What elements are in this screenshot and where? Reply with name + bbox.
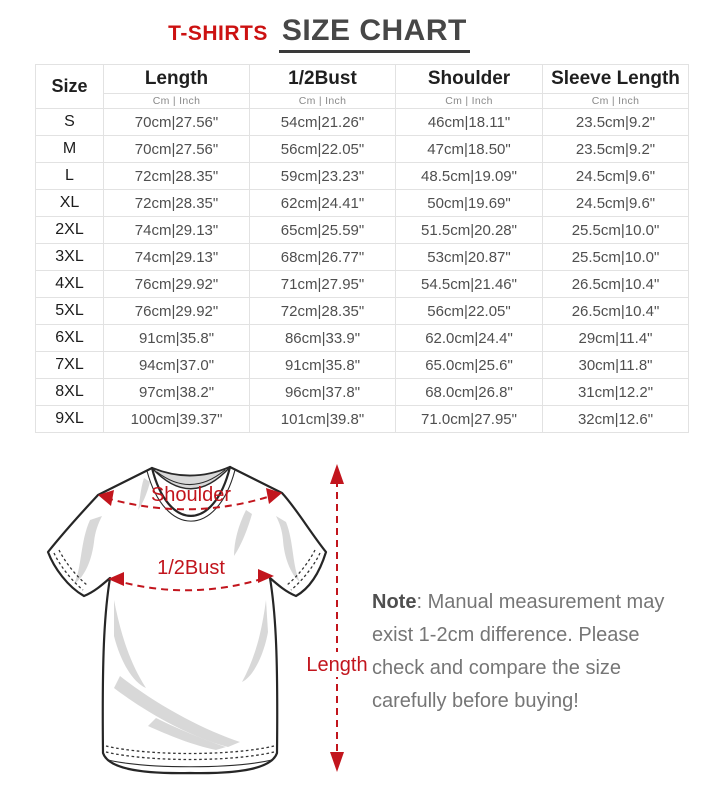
note-text: : Manual measurement may exist 1-2cm difference. Please check and compare the size carefully before buying! xyxy=(372,591,665,712)
measurement-cell: 68.0cm|26.8" xyxy=(396,379,543,406)
measurement-cell: 32cm|12.6" xyxy=(543,406,689,433)
measurement-cell: 70cm|27.56" xyxy=(104,136,250,163)
table-row xyxy=(36,163,689,190)
measurement-cell: 72cm|28.35" xyxy=(104,163,250,190)
measurement-cell: 72cm|28.35" xyxy=(250,298,396,325)
table-row xyxy=(36,136,689,163)
unit-subheader: Cm | Inch xyxy=(250,94,396,109)
measurement-cell: 56cm|22.05" xyxy=(396,298,543,325)
measurement-cell: 56cm|22.05" xyxy=(250,136,396,163)
size-cell: 8XL xyxy=(36,379,104,406)
size-table-body xyxy=(36,109,689,433)
measurement-cell: 68cm|26.77" xyxy=(250,244,396,271)
col-header-length: Length xyxy=(104,65,250,94)
measurement-cell: 46cm|18.11" xyxy=(396,109,543,136)
measurement-cell: 26.5cm|10.4" xyxy=(543,271,689,298)
unit-subheader: Cm | Inch xyxy=(543,94,689,109)
size-cell: XL xyxy=(36,190,104,217)
measurement-cell: 29cm|11.4" xyxy=(543,325,689,352)
tshirts-tag: T-SHIRTS xyxy=(168,22,268,45)
unit-subheader: Cm | Inch xyxy=(104,94,250,109)
column-header-row xyxy=(36,65,689,94)
table-row xyxy=(36,190,689,217)
measurement-cell: 94cm|37.0" xyxy=(104,352,250,379)
measurement-cell: 101cm|39.8" xyxy=(250,406,396,433)
measurement-cell: 100cm|39.37" xyxy=(104,406,250,433)
measurement-cell: 47cm|18.50" xyxy=(396,136,543,163)
measurement-cell: 91cm|35.8" xyxy=(250,352,396,379)
measurement-cell: 53cm|20.87" xyxy=(396,244,543,271)
measurement-note xyxy=(372,586,682,718)
measurement-cell: 25.5cm|10.0" xyxy=(543,217,689,244)
measurement-cell: 62.0cm|24.4" xyxy=(396,325,543,352)
measurement-cell: 71.0cm|27.95" xyxy=(396,406,543,433)
measurement-cell: 50cm|19.69" xyxy=(396,190,543,217)
measurement-cell: 51.5cm|20.28" xyxy=(396,217,543,244)
measurement-cell: 65cm|25.59" xyxy=(250,217,396,244)
measurement-cell: 23.5cm|9.2" xyxy=(543,136,689,163)
table-row xyxy=(36,325,689,352)
col-header-half-bust: 1/2Bust xyxy=(250,65,396,94)
page-header xyxy=(0,14,679,53)
measurement-cell: 48.5cm|19.09" xyxy=(396,163,543,190)
col-header-sleeve-length: Sleeve Length xyxy=(543,65,689,94)
size-cell: 9XL xyxy=(36,406,104,433)
measurement-cell: 25.5cm|10.0" xyxy=(543,244,689,271)
size-cell: 3XL xyxy=(36,244,104,271)
half-bust-label: 1/2Bust xyxy=(157,557,225,579)
table-row xyxy=(36,298,689,325)
measurement-cell: 86cm|33.9" xyxy=(250,325,396,352)
size-cell: 7XL xyxy=(36,352,104,379)
size-table xyxy=(35,64,689,433)
unit-header-row xyxy=(36,94,689,109)
measurement-cell: 54.5cm|21.46" xyxy=(396,271,543,298)
measurement-cell: 74cm|29.13" xyxy=(104,244,250,271)
measurement-cell: 54cm|21.26" xyxy=(250,109,396,136)
size-cell: 6XL xyxy=(36,325,104,352)
measurement-cell: 30cm|11.8" xyxy=(543,352,689,379)
size-cell: M xyxy=(36,136,104,163)
measurement-cell: 65.0cm|25.6" xyxy=(396,352,543,379)
col-header-shoulder: Shoulder xyxy=(396,65,543,94)
size-cell: L xyxy=(36,163,104,190)
note-label: Note xyxy=(372,591,417,613)
size-cell: 2XL xyxy=(36,217,104,244)
measurement-cell: 23.5cm|9.2" xyxy=(543,109,689,136)
measurement-cell: 72cm|28.35" xyxy=(104,190,250,217)
length-measure-arrow xyxy=(306,464,368,772)
unit-subheader: Cm | Inch xyxy=(396,94,543,109)
size-cell: 4XL xyxy=(36,271,104,298)
size-cell: S xyxy=(36,109,104,136)
length-label: Length xyxy=(306,654,368,676)
measurement-cell: 24.5cm|9.6" xyxy=(543,163,689,190)
table-row xyxy=(36,352,689,379)
table-row xyxy=(36,217,689,244)
size-cell: 5XL xyxy=(36,298,104,325)
col-header-size: Size xyxy=(36,65,104,109)
table-row xyxy=(36,109,689,136)
measurement-cell: 70cm|27.56" xyxy=(104,109,250,136)
measurement-cell: 96cm|37.8" xyxy=(250,379,396,406)
measurement-cell: 76cm|29.92" xyxy=(104,298,250,325)
measurement-cell: 97cm|38.2" xyxy=(104,379,250,406)
measurement-cell: 76cm|29.92" xyxy=(104,271,250,298)
table-row xyxy=(36,271,689,298)
measurement-cell: 74cm|29.13" xyxy=(104,217,250,244)
tshirt-measurement-diagram xyxy=(28,450,368,782)
table-row xyxy=(36,406,689,433)
measurement-cell: 71cm|27.95" xyxy=(250,271,396,298)
measurement-cell: 24.5cm|9.6" xyxy=(543,190,689,217)
page-title: SIZE CHART xyxy=(279,14,470,53)
size-table-head xyxy=(36,65,689,109)
table-row xyxy=(36,379,689,406)
table-row xyxy=(36,244,689,271)
measurement-cell: 31cm|12.2" xyxy=(543,379,689,406)
measurement-cell: 62cm|24.41" xyxy=(250,190,396,217)
measurement-cell: 91cm|35.8" xyxy=(104,325,250,352)
shoulder-label: Shoulder xyxy=(150,484,232,506)
measurement-cell: 59cm|23.23" xyxy=(250,163,396,190)
measurement-cell: 26.5cm|10.4" xyxy=(543,298,689,325)
